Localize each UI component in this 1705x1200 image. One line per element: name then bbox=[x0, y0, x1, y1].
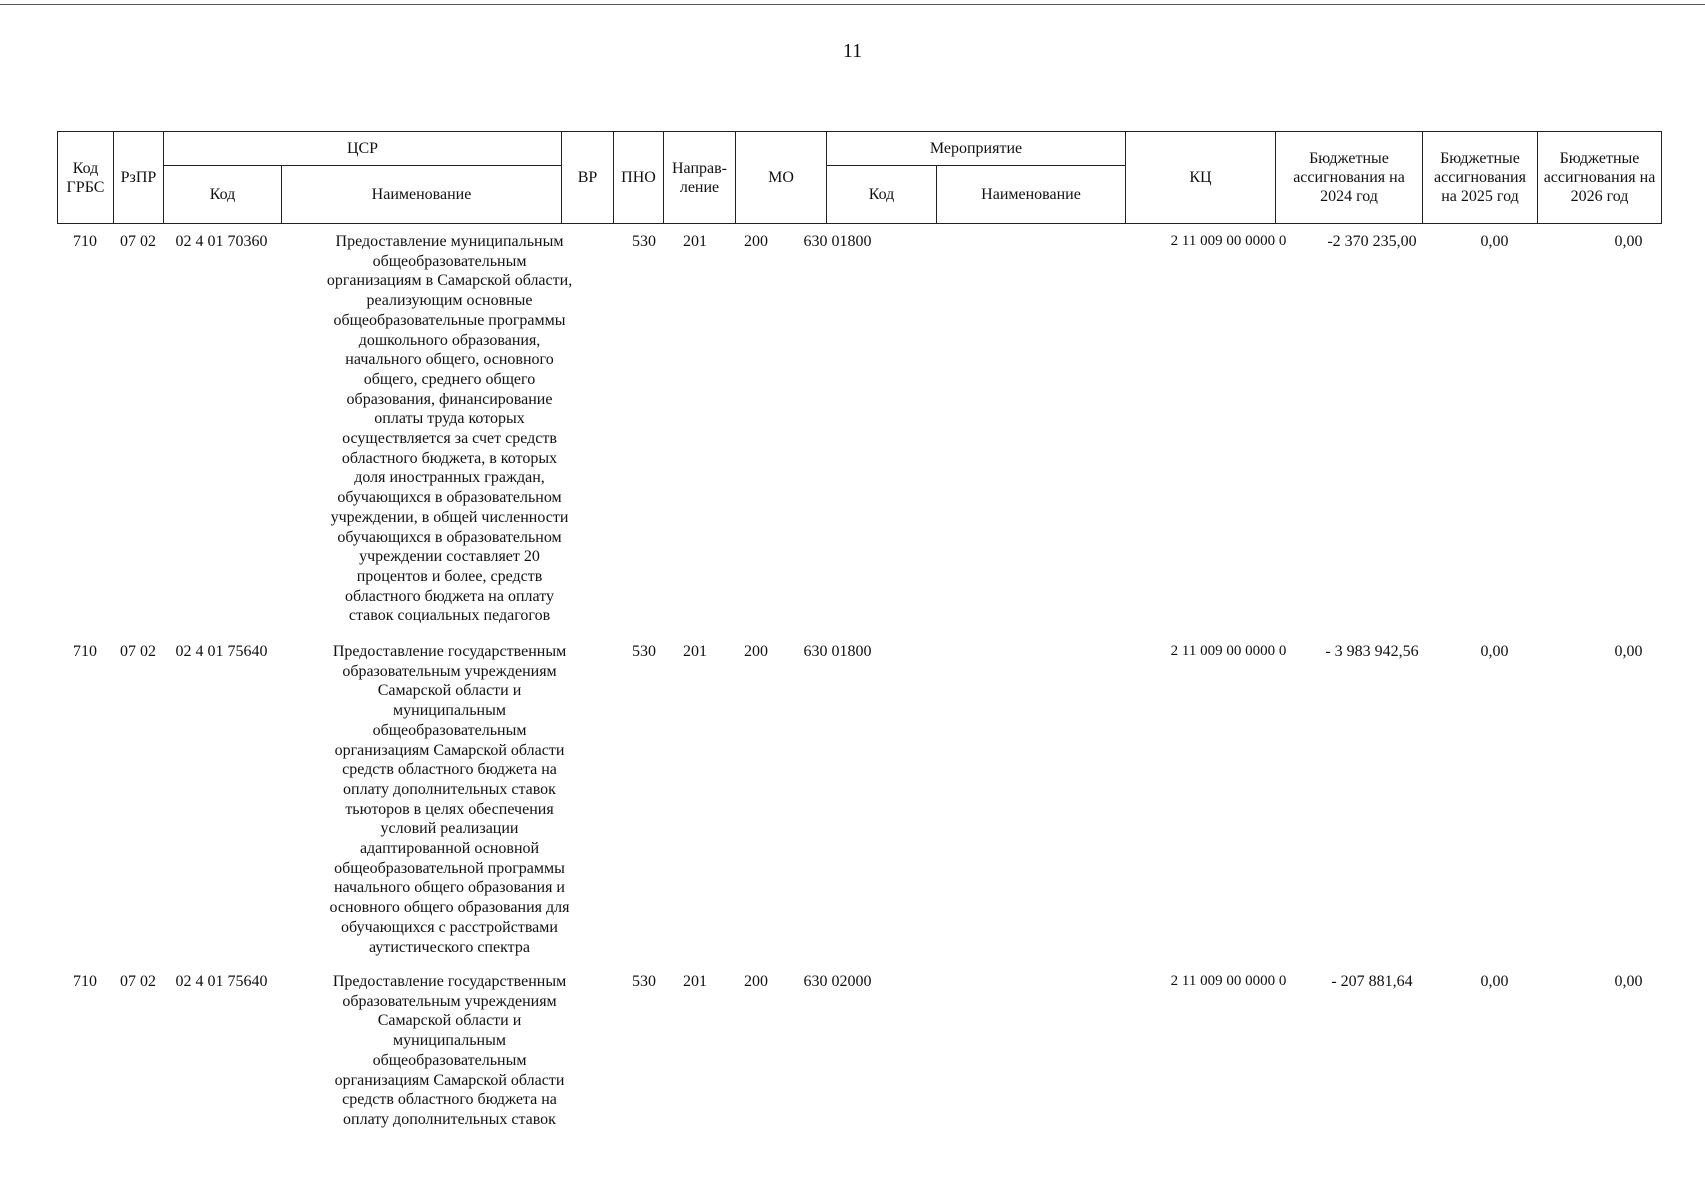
header-csr-name: Наименование bbox=[282, 166, 562, 224]
cell-grbs: 710 bbox=[73, 233, 97, 250]
header-csr-code: Код bbox=[164, 166, 282, 224]
cell-b2026: 0,00 bbox=[1614, 233, 1643, 250]
cell-b2025: 0,00 bbox=[1480, 233, 1509, 250]
cell-mo: 630 01800 bbox=[803, 643, 872, 660]
cell-mo: 630 01800 bbox=[803, 233, 872, 250]
header-pno: ПНО bbox=[614, 132, 664, 224]
header-vr: ВР bbox=[562, 132, 614, 224]
cell-csr: 02 4 01 75640 bbox=[175, 643, 268, 660]
header-b2026: Бюджетные ассигнования на 2026 год bbox=[1538, 132, 1662, 224]
cell-pno: 201 bbox=[683, 643, 707, 660]
cell-b2024: - 3 983 942,56 bbox=[1325, 643, 1419, 660]
cell-name: Предоставление муниципальным общеобразовательным организациям в Самарской области, реализующим основные общеобразовательные программы дошкольного образования, начального общего, основного общего, среднего общего образования, финансирование оплаты труда которых осуществляется за счет средств областного бюджета, в которых доля иностранных граждан, обучающихся в образовательном учреждении, в общей численности обучающихся в образовательном учреждении составляет 20 процентов и более, средств областного бюджета на оплату ставок социальных педагогов bbox=[326, 233, 573, 625]
cell-csr: 02 4 01 70360 bbox=[175, 233, 268, 250]
cell-vr: 530 bbox=[632, 973, 656, 990]
header-csr: ЦСР bbox=[164, 132, 562, 166]
cell-kc: 2 11 009 00 0000 0 bbox=[1170, 973, 1287, 989]
cell-vr: 530 bbox=[632, 643, 656, 660]
cell-b2025: 0,00 bbox=[1480, 643, 1509, 660]
header-b2024: Бюджетные ассигнования на 2024 год bbox=[1276, 132, 1423, 224]
cell-napr: 200 bbox=[744, 643, 768, 660]
cell-grbs: 710 bbox=[73, 643, 97, 660]
header-b2025: Бюджетные ассигнования на 2025 год bbox=[1423, 132, 1538, 224]
table-header bbox=[57, 131, 1662, 224]
cell-b2024: -2 370 235,00 bbox=[1327, 233, 1417, 250]
header-rzpr: РзПР bbox=[114, 132, 164, 224]
cell-rzpr: 07 02 bbox=[120, 643, 156, 660]
header-event-code: Код bbox=[827, 166, 937, 224]
top-rule bbox=[0, 4, 1705, 5]
cell-grbs: 710 bbox=[73, 973, 97, 990]
cell-b2026: 0,00 bbox=[1614, 643, 1643, 660]
cell-csr: 02 4 01 75640 bbox=[175, 973, 268, 990]
cell-napr: 200 bbox=[744, 973, 768, 990]
cell-rzpr: 07 02 bbox=[120, 233, 156, 250]
header-grbs: Код ГРБС bbox=[58, 132, 114, 224]
cell-mo: 630 02000 bbox=[803, 973, 872, 990]
cell-b2025: 0,00 bbox=[1480, 973, 1509, 990]
cell-kc: 2 11 009 00 0000 0 bbox=[1170, 643, 1287, 659]
header-kc: КЦ bbox=[1126, 132, 1276, 224]
cell-vr: 530 bbox=[632, 233, 656, 250]
header-event-name: Наименование bbox=[937, 166, 1126, 224]
cell-pno: 201 bbox=[683, 973, 707, 990]
cell-name: Предоставление государственным образовательным учреждениям Самарской области и муниципальным общеобразовательным организациям Самарской области средств областного бюджета на оплату дополнительных ставок bbox=[332, 973, 567, 1128]
cell-b2024: - 207 881,64 bbox=[1331, 973, 1413, 990]
header-mo: МО bbox=[736, 132, 827, 224]
header-napr: Направ-ление bbox=[664, 132, 736, 224]
cell-rzpr: 07 02 bbox=[120, 973, 156, 990]
header-event: Мероприятие bbox=[827, 132, 1126, 166]
cell-name: Предоставление государственным образовательным учреждениям Самарской области и муниципальным общеобразовательным организациям Самарской области средств областного бюджета на оплату дополнительных ставок тьюторов в целях обеспечения условий реализации адаптированной основной общеобразовательной программы начального общего образования и основного общего образования для обучающихся с расстройствами аутистического спектра bbox=[329, 643, 570, 956]
cell-b2026: 0,00 bbox=[1614, 973, 1643, 990]
cell-napr: 200 bbox=[744, 233, 768, 250]
cell-kc: 2 11 009 00 0000 0 bbox=[1170, 233, 1287, 249]
page-number: 11 bbox=[842, 40, 863, 62]
cell-pno: 201 bbox=[683, 233, 707, 250]
